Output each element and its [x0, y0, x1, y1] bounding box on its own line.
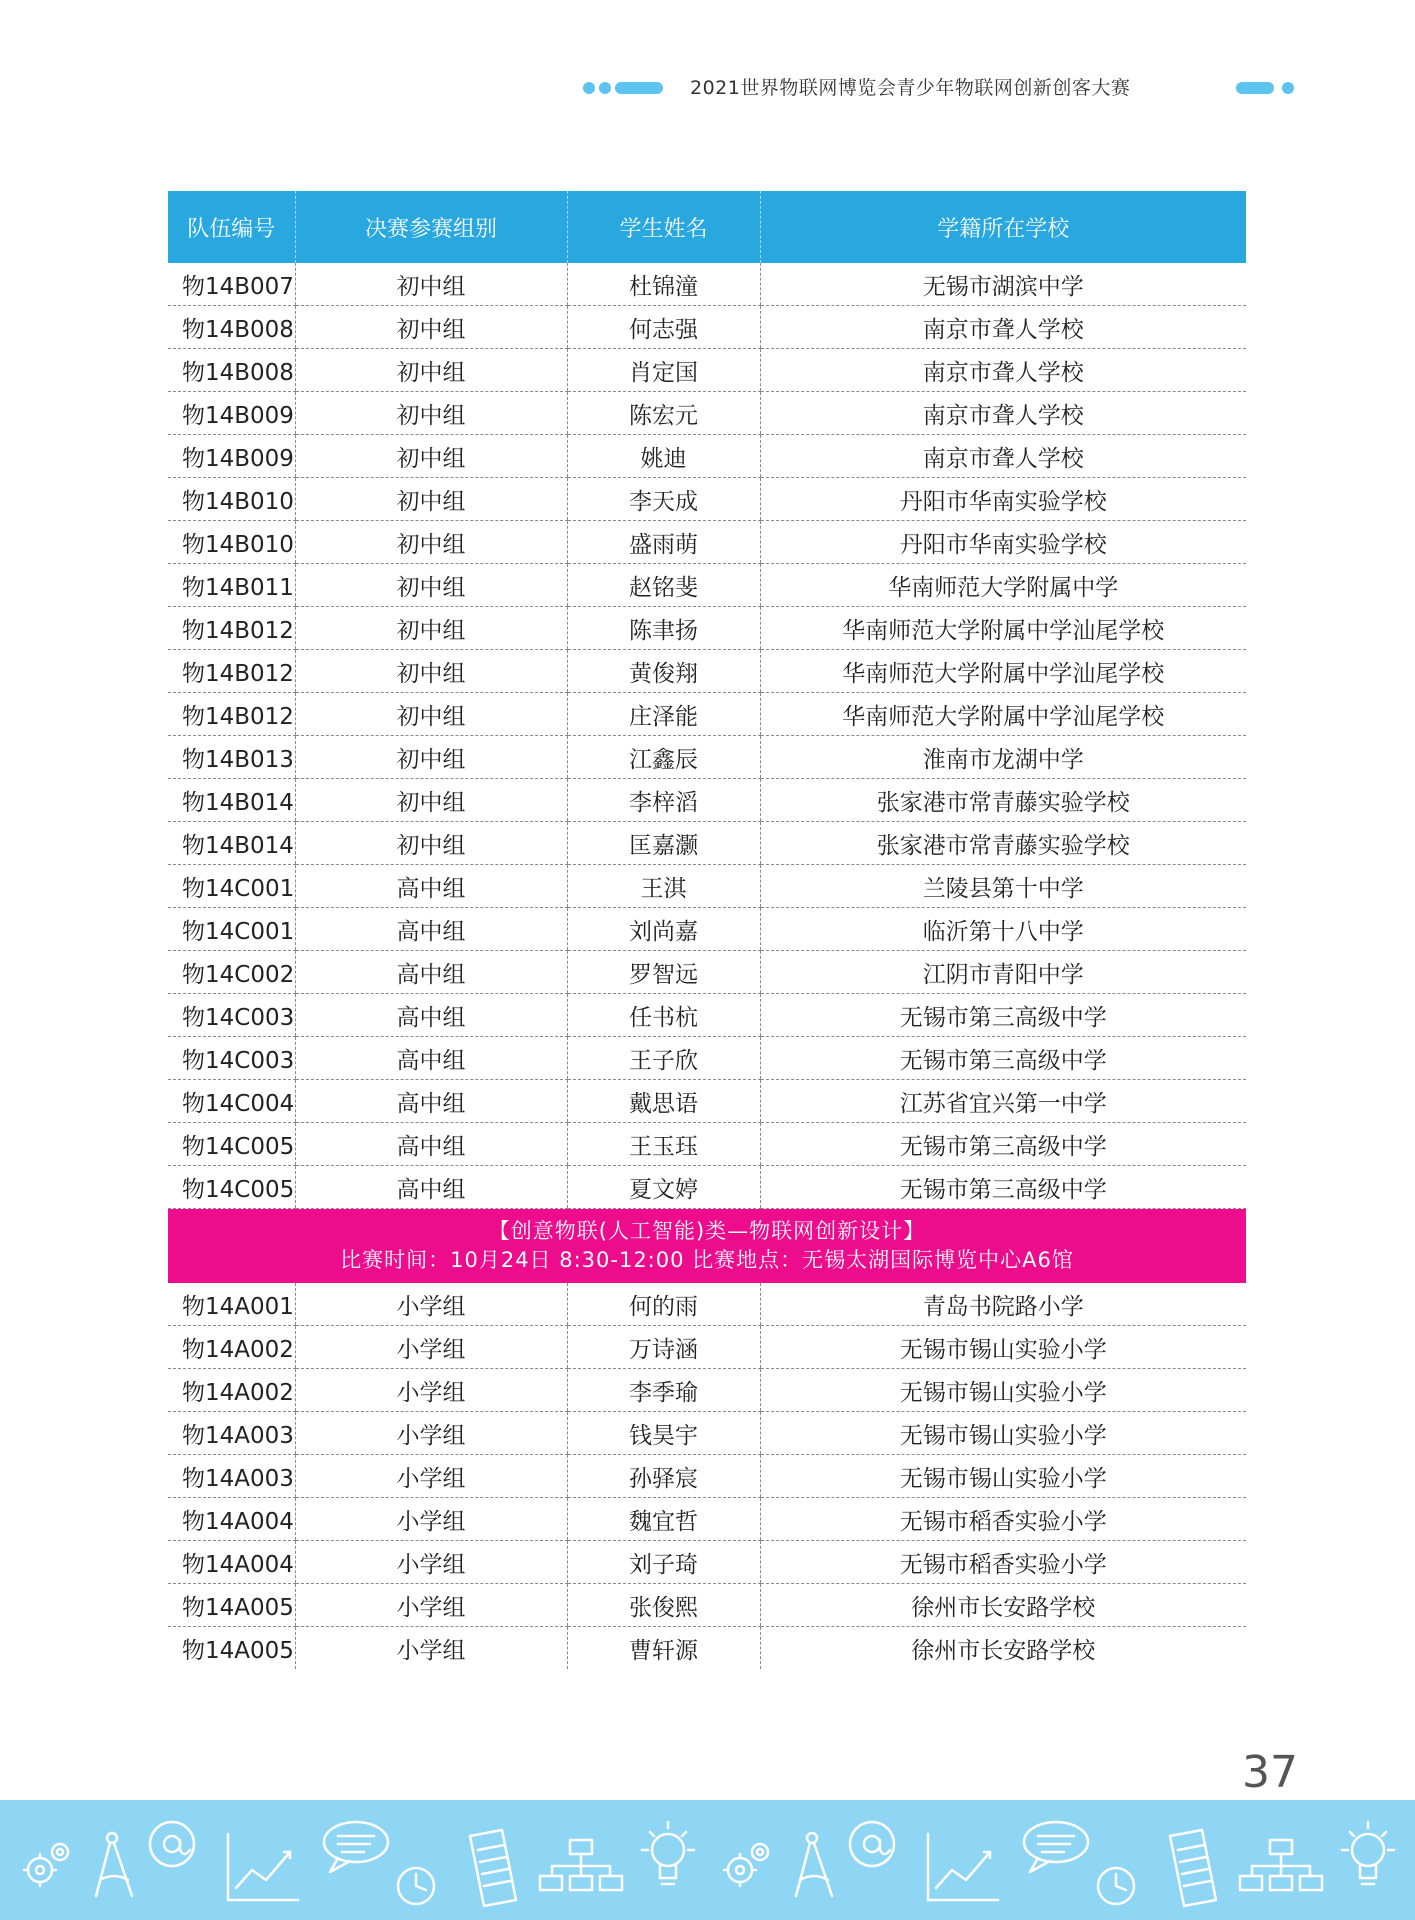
compass-icon [796, 1833, 832, 1896]
column-header-group: 决赛参赛组别 [295, 191, 567, 263]
table-row [168, 564, 1246, 607]
participant-table [168, 191, 1246, 1669]
clock-icon [1098, 1868, 1134, 1904]
gear-icon [24, 1844, 68, 1886]
table-row [168, 994, 1246, 1037]
header-title: 2021世界物联网博览会青少年物联网创新创客大赛 [690, 77, 1131, 99]
speech-bubble-icon [1024, 1822, 1088, 1872]
speech-bubble-icon [324, 1822, 388, 1872]
table-row [168, 1326, 1246, 1369]
table-row [168, 1584, 1246, 1627]
group-cell: 小学组 [295, 1541, 567, 1584]
student-name-cell: 李天成 [567, 478, 760, 521]
group-cell: 高中组 [295, 994, 567, 1037]
team-id-cell: 物14B009 [168, 392, 295, 435]
team-id-cell: 物14B012 [168, 693, 295, 736]
group-cell: 初中组 [295, 521, 567, 564]
student-name-cell: 刘尚嘉 [567, 908, 760, 951]
school-cell: 无锡市稻香实验小学 [760, 1498, 1246, 1541]
table-row [168, 1123, 1246, 1166]
group-cell: 初中组 [295, 607, 567, 650]
section-banner-row [168, 1209, 1246, 1284]
school-cell: 徐州市长安路学校 [760, 1627, 1246, 1670]
table-row [168, 392, 1246, 435]
team-id-cell: 物14A005 [168, 1584, 295, 1627]
student-name-cell: 夏文婷 [567, 1166, 760, 1209]
student-name-cell: 孙驿宸 [567, 1455, 760, 1498]
group-cell: 初中组 [295, 650, 567, 693]
group-cell: 小学组 [295, 1283, 567, 1326]
table-row [168, 263, 1246, 306]
table-row [168, 1498, 1246, 1541]
school-cell: 张家港市常青藤实验学校 [760, 779, 1246, 822]
team-id-cell: 物14B009 [168, 435, 295, 478]
flowchart-icon [540, 1840, 622, 1890]
student-name-cell: 陈聿扬 [567, 607, 760, 650]
table-row [168, 779, 1246, 822]
table-row [168, 908, 1246, 951]
team-id-cell: 物14B014 [168, 822, 295, 865]
group-cell: 高中组 [295, 1166, 567, 1209]
table-row [168, 865, 1246, 908]
school-cell: 华南师范大学附属中学汕尾学校 [760, 607, 1246, 650]
page-number: 37 [1242, 1747, 1298, 1798]
school-cell: 江阴市青阳中学 [760, 951, 1246, 994]
team-id-cell: 物14B012 [168, 650, 295, 693]
school-cell: 无锡市第三高级中学 [760, 1037, 1246, 1080]
group-cell: 初中组 [295, 263, 567, 306]
team-id-cell: 物14A003 [168, 1455, 295, 1498]
group-cell: 小学组 [295, 1412, 567, 1455]
school-cell: 淮南市龙湖中学 [760, 736, 1246, 779]
school-cell: 南京市聋人学校 [760, 306, 1246, 349]
section-banner [168, 1209, 1246, 1284]
team-id-cell: 物14B008 [168, 349, 295, 392]
student-name-cell: 王子欣 [567, 1037, 760, 1080]
group-cell: 初中组 [295, 349, 567, 392]
team-id-cell: 物14C001 [168, 908, 295, 951]
team-id-cell: 物14B008 [168, 306, 295, 349]
student-name-cell: 刘子琦 [567, 1541, 760, 1584]
school-cell: 青岛书院路小学 [760, 1283, 1246, 1326]
student-name-cell: 王淇 [567, 865, 760, 908]
table-row [168, 521, 1246, 564]
table-row [168, 306, 1246, 349]
school-cell: 南京市聋人学校 [760, 349, 1246, 392]
school-cell: 江苏省宜兴第一中学 [760, 1080, 1246, 1123]
team-id-cell: 物14B013 [168, 736, 295, 779]
gear-icon [724, 1844, 768, 1886]
school-cell: 无锡市锡山实验小学 [760, 1455, 1246, 1498]
group-cell: 高中组 [295, 1080, 567, 1123]
student-name-cell: 盛雨萌 [567, 521, 760, 564]
team-id-cell: 物14A004 [168, 1498, 295, 1541]
team-id-cell: 物14B010 [168, 521, 295, 564]
student-name-cell: 庄泽能 [567, 693, 760, 736]
document-icon [1170, 1830, 1216, 1906]
column-header-school: 学籍所在学校 [760, 191, 1246, 263]
table-row [168, 1541, 1246, 1584]
table-row [168, 1369, 1246, 1412]
table-row [168, 478, 1246, 521]
group-cell: 小学组 [295, 1498, 567, 1541]
group-cell: 初中组 [295, 693, 567, 736]
student-name-cell: 张俊熙 [567, 1584, 760, 1627]
team-id-cell: 物14B011 [168, 564, 295, 607]
team-id-cell: 物14C005 [168, 1166, 295, 1209]
team-id-cell: 物14C002 [168, 951, 295, 994]
group-cell: 小学组 [295, 1584, 567, 1627]
table-row [168, 1455, 1246, 1498]
team-id-cell: 物14C005 [168, 1123, 295, 1166]
table-row [168, 1080, 1246, 1123]
compass-icon [96, 1833, 132, 1896]
footer-band [0, 1800, 1415, 1920]
column-header-student-name: 学生姓名 [567, 191, 760, 263]
group-cell: 初中组 [295, 564, 567, 607]
group-cell: 小学组 [295, 1326, 567, 1369]
student-name-cell: 何志强 [567, 306, 760, 349]
table-header-row [168, 191, 1246, 263]
school-cell: 无锡市第三高级中学 [760, 994, 1246, 1037]
group-cell: 高中组 [295, 1037, 567, 1080]
table-row [168, 435, 1246, 478]
team-id-cell: 物14C004 [168, 1080, 295, 1123]
group-cell: 初中组 [295, 392, 567, 435]
student-name-cell: 万诗涵 [567, 1326, 760, 1369]
group-cell: 初中组 [295, 478, 567, 521]
school-cell: 南京市聋人学校 [760, 392, 1246, 435]
student-name-cell: 江鑫辰 [567, 736, 760, 779]
header-decoration-left [583, 82, 663, 94]
team-id-cell: 物14A001 [168, 1283, 295, 1326]
group-cell: 初中组 [295, 736, 567, 779]
school-cell: 丹阳市华南实验学校 [760, 478, 1246, 521]
team-id-cell: 物14A003 [168, 1412, 295, 1455]
section-schedule: 比赛时间：10月24日 8:30-12:00 比赛地点：无锡太湖国际博览中心A6馆 [340, 1248, 1074, 1272]
team-id-cell: 物14B007 [168, 263, 295, 306]
school-cell: 临沂第十八中学 [760, 908, 1246, 951]
page-header [0, 76, 1415, 100]
school-cell: 南京市聋人学校 [760, 435, 1246, 478]
team-id-cell: 物14C003 [168, 994, 295, 1037]
group-cell: 高中组 [295, 865, 567, 908]
team-id-cell: 物14A002 [168, 1369, 295, 1412]
school-cell: 无锡市湖滨中学 [760, 263, 1246, 306]
school-cell: 华南师范大学附属中学汕尾学校 [760, 650, 1246, 693]
lightbulb-icon [642, 1822, 694, 1884]
student-name-cell: 匡嘉灏 [567, 822, 760, 865]
school-cell: 无锡市锡山实验小学 [760, 1369, 1246, 1412]
school-cell: 无锡市第三高级中学 [760, 1123, 1246, 1166]
table-row [168, 693, 1246, 736]
student-name-cell: 姚迪 [567, 435, 760, 478]
student-name-cell: 肖定国 [567, 349, 760, 392]
group-cell: 小学组 [295, 1369, 567, 1412]
student-name-cell: 戴思语 [567, 1080, 760, 1123]
table-row [168, 1166, 1246, 1209]
group-cell: 初中组 [295, 306, 567, 349]
student-name-cell: 何的雨 [567, 1283, 760, 1326]
team-id-cell: 物14B014 [168, 779, 295, 822]
clock-icon [398, 1868, 434, 1904]
team-id-cell: 物14A005 [182, 1637, 294, 1664]
student-name-cell: 王玉珏 [567, 1123, 760, 1166]
group-cell: 高中组 [295, 951, 567, 994]
school-cell: 无锡市锡山实验小学 [760, 1412, 1246, 1455]
student-name-cell: 陈宏元 [567, 392, 760, 435]
team-id-cell: 物14A002 [168, 1326, 295, 1369]
flowchart-icon [1240, 1840, 1322, 1890]
team-id-cell: 物14A004 [168, 1541, 295, 1584]
at-sign-icon [850, 1822, 894, 1866]
team-id-cell: 物14B012 [168, 607, 295, 650]
group-cell: 高中组 [295, 908, 567, 951]
school-cell: 兰陵县第十中学 [760, 865, 1246, 908]
chart-icon [928, 1834, 998, 1900]
school-cell: 张家港市常青藤实验学校 [760, 822, 1246, 865]
school-cell: 华南师范大学附属中学 [760, 564, 1246, 607]
table-row [168, 1627, 1246, 1670]
table-row [168, 607, 1246, 650]
table-row [168, 1412, 1246, 1455]
team-id-cell: 物14C001 [168, 865, 295, 908]
chart-icon [228, 1834, 298, 1900]
column-header-team-id: 队伍编号 [168, 191, 295, 263]
table-row [168, 951, 1246, 994]
at-sign-icon [150, 1822, 194, 1866]
school-cell: 华南师范大学附属中学汕尾学校 [760, 693, 1246, 736]
school-cell: 无锡市稻香实验小学 [760, 1541, 1246, 1584]
table-row [168, 349, 1246, 392]
student-name-cell: 任书杭 [567, 994, 760, 1037]
table-row [168, 1283, 1246, 1326]
header-decoration-right [1236, 82, 1296, 94]
group-cell: 初中组 [295, 435, 567, 478]
student-name-cell: 赵铭斐 [567, 564, 760, 607]
student-name-cell: 曹轩源 [567, 1627, 760, 1670]
student-name-cell: 李季瑜 [567, 1369, 760, 1412]
group-cell: 初中组 [295, 779, 567, 822]
lightbulb-icon [1342, 1822, 1394, 1884]
table-row [168, 736, 1246, 779]
student-name-cell: 黄俊翔 [567, 650, 760, 693]
student-name-cell: 魏宜哲 [567, 1498, 760, 1541]
student-name-cell: 罗智远 [567, 951, 760, 994]
school-cell: 无锡市第三高级中学 [760, 1166, 1246, 1209]
table-row [168, 1037, 1246, 1080]
team-id-cell: 物14B010 [168, 478, 295, 521]
table-row [168, 650, 1246, 693]
table-row [168, 822, 1246, 865]
student-name-cell: 杜锦潼 [567, 263, 760, 306]
school-cell: 徐州市长安路学校 [760, 1584, 1246, 1627]
group-cell: 初中组 [295, 822, 567, 865]
student-name-cell: 李梓滔 [567, 779, 760, 822]
section-title: 【创意物联(人工智能)类—物联网创新设计】 [488, 1219, 926, 1243]
student-name-cell: 钱昊宇 [567, 1412, 760, 1455]
team-id-cell: 物14C003 [168, 1037, 295, 1080]
school-cell: 丹阳市华南实验学校 [760, 521, 1246, 564]
group-cell: 小学组 [295, 1627, 567, 1670]
school-cell: 无锡市锡山实验小学 [760, 1326, 1246, 1369]
document-icon [470, 1830, 516, 1906]
group-cell: 小学组 [295, 1455, 567, 1498]
group-cell: 高中组 [295, 1123, 567, 1166]
